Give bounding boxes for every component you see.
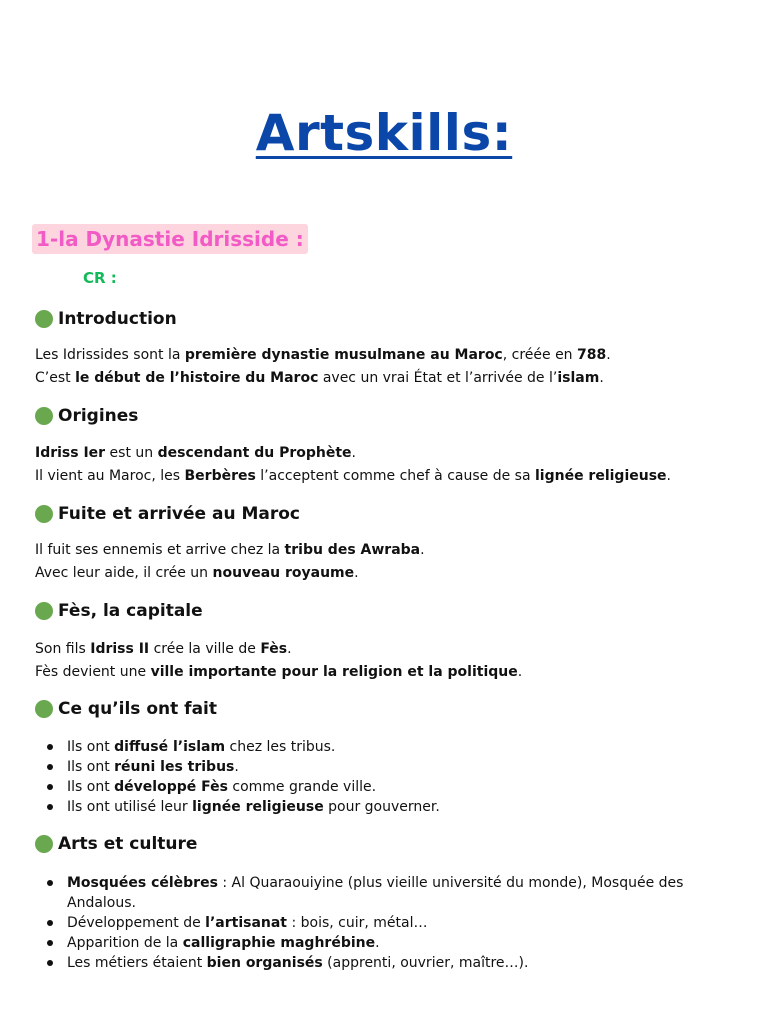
section-heading-origines	[35, 405, 138, 427]
section-heading-label: Arts et culture	[58, 834, 198, 854]
section-heading-actions	[35, 698, 217, 720]
list-item: Ils ont développé Fès comme grande ville.	[40, 777, 730, 797]
green-circle-icon	[35, 835, 53, 853]
paragraph-line: Idriss Ier est un descendant du Prophète.	[35, 445, 356, 461]
paragraph-line: Les Idrissides sont la première dynastie musulmane au Maroc, créée en 788.	[35, 347, 611, 363]
paragraph-introduction	[35, 344, 735, 389]
section-heading-label: Fuite et arrivée au Maroc	[58, 504, 300, 524]
paragraph-line: Avec leur aide, il crée un nouveau royaume.	[35, 564, 359, 581]
cr-label: CR :	[83, 269, 117, 287]
list-item: Apparition de la calligraphie maghrébine.	[40, 933, 730, 953]
chapter-heading: 1-la Dynastie Idrisside :	[32, 224, 308, 254]
section-heading-arts	[35, 833, 197, 855]
page-title: Artskills:	[255, 104, 513, 162]
list-item: Ils ont diffusé l’islam chez les tribus.	[40, 737, 730, 757]
list-item: Mosquées célèbres : Al Quaraouiyine (plus vieille université du monde), Mosquée des Andalous.	[40, 873, 730, 913]
paragraph-fuite	[35, 539, 735, 584]
section-heading-fes	[35, 600, 203, 622]
section-heading-label: Origines	[58, 406, 139, 426]
paragraph-fes	[35, 638, 735, 683]
green-circle-icon	[35, 505, 53, 523]
paragraph-line: Il fuit ses ennemis et arrive chez la tribu des Awraba.	[35, 542, 425, 558]
list-arts	[40, 873, 730, 973]
green-circle-icon	[35, 310, 53, 328]
list-item: Ils ont utilisé leur lignée religieuse pour gouverner.	[40, 797, 730, 817]
section-heading-fuite	[35, 503, 300, 525]
list-actions	[40, 737, 730, 817]
list-item: Ils ont réuni les tribus.	[40, 757, 730, 777]
green-circle-icon	[35, 602, 53, 620]
section-heading-label: Fès, la capitale	[58, 601, 203, 621]
paragraph-line: C’est le début de l’histoire du Maroc avec un vrai État et l’arrivée de l’islam.	[35, 369, 604, 386]
section-heading-introduction	[35, 308, 177, 330]
section-heading-label: Introduction	[58, 309, 177, 329]
green-circle-icon	[35, 407, 53, 425]
list-item: Les métiers étaient bien organisés (apprenti, ouvrier, maître…).	[40, 953, 730, 973]
paragraph-line: Son fils Idriss II crée la ville de Fès.	[35, 641, 292, 657]
paragraph-line: Il vient au Maroc, les Berbères l’acceptent comme chef à cause de sa lignée religieuse.	[35, 467, 671, 484]
section-heading-label: Ce qu’ils ont fait	[58, 699, 217, 719]
green-circle-icon	[35, 700, 53, 718]
paragraph-origines	[35, 442, 735, 487]
paragraph-line: Fès devient une ville importante pour la religion et la politique.	[35, 663, 523, 680]
list-item: Développement de l’artisanat : bois, cuir, métal…	[40, 913, 730, 933]
